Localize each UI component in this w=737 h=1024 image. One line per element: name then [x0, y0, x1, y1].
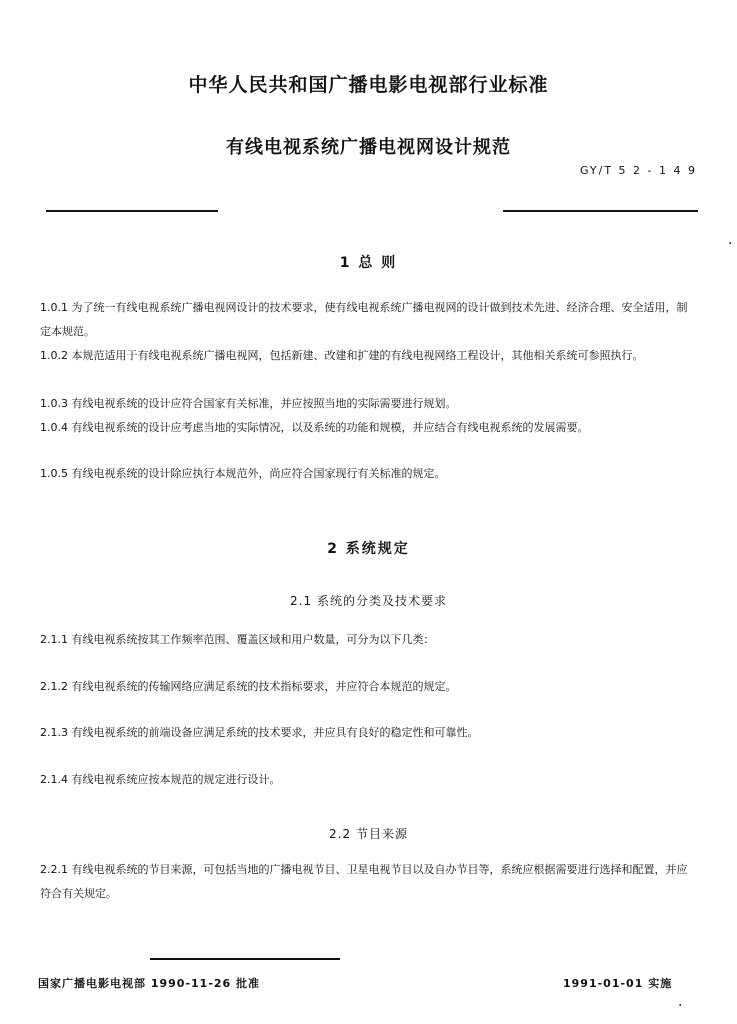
paragraph-1-0-3: 1.0.3 有线电视系统的设计应符合国家有关标准，并应按照当地的实际需要进行规划。 — [40, 397, 457, 410]
paragraph-1-0-4: 1.0.4 有线电视系统的设计应考虑当地的实际情况，以及系统的功能和规模，并应结合有线电视系统的发展需要。 — [40, 421, 589, 434]
subsection-heading-2-2: 2.2 节目来源 — [329, 827, 408, 841]
subsection-heading-2-1: 2.1 系统的分类及技术要求 — [290, 594, 447, 608]
section-heading-2: 2 系统规定 — [327, 541, 410, 557]
scan-speck: · — [728, 236, 733, 252]
paragraph-2-1-4: 2.1.4 有线电视系统应按本规范的规定进行设计。 — [40, 773, 281, 786]
section-heading-1: 1 总 则 — [339, 255, 398, 271]
paragraph-2-2-1: 2.2.1 有线电视系统的节目来源，可包括当地的广播电视节目、卫星电视节目以及自办节目等，系统应根据需要进行选择和配置，并应符合有关规定。 — [40, 863, 688, 900]
standard-code: GY/T 5 2 - 1 4 9 — [579, 164, 697, 177]
approval-note: 国家广播电影电视部 1990-11-26 批准 — [38, 977, 261, 990]
scan-speck: · — [678, 998, 683, 1014]
paragraph-2-1-2: 2.1.2 有线电视系统的传输网络应满足系统的技术指标要求，并应符合本规范的规定。 — [40, 680, 457, 693]
standard-agency: 中华人民共和国广播电影电视部行业标准 — [188, 74, 549, 96]
paragraph-2-1-3: 2.1.3 有线电视系统的前端设备应满足系统的技术要求，并应具有良好的稳定性和可靠性。 — [40, 726, 479, 739]
paragraph-1-0-5: 1.0.5 有线电视系统的设计除应执行本规范外，尚应符合国家现行有关标准的规定。 — [40, 467, 446, 480]
document-title: 有线电视系统广播电视网设计规范 — [226, 137, 511, 158]
paragraph-1-0-2: 1.0.2 本规范适用于有线电视系统广播电视网，包括新建、改建和扩建的有线电视网络工程设计，其他相关系统可参照执行。 — [40, 349, 644, 362]
header-rule-right — [503, 210, 698, 212]
implementation-date: 1991-01-01 实施 — [563, 977, 673, 990]
footer-rule — [150, 958, 340, 960]
paragraph-2-1-1: 2.1.1 有线电视系统按其工作频率范围、覆盖区域和用户数量，可分为以下几类： — [40, 633, 435, 646]
header-rule-left — [46, 210, 218, 212]
paragraph-1-0-1: 1.0.1 为了统一有线电视系统广播电视网设计的技术要求，使有线电视系统广播电视网的设计做到技术先进、经济合理、安全适用，制定本规范。 — [40, 301, 688, 338]
